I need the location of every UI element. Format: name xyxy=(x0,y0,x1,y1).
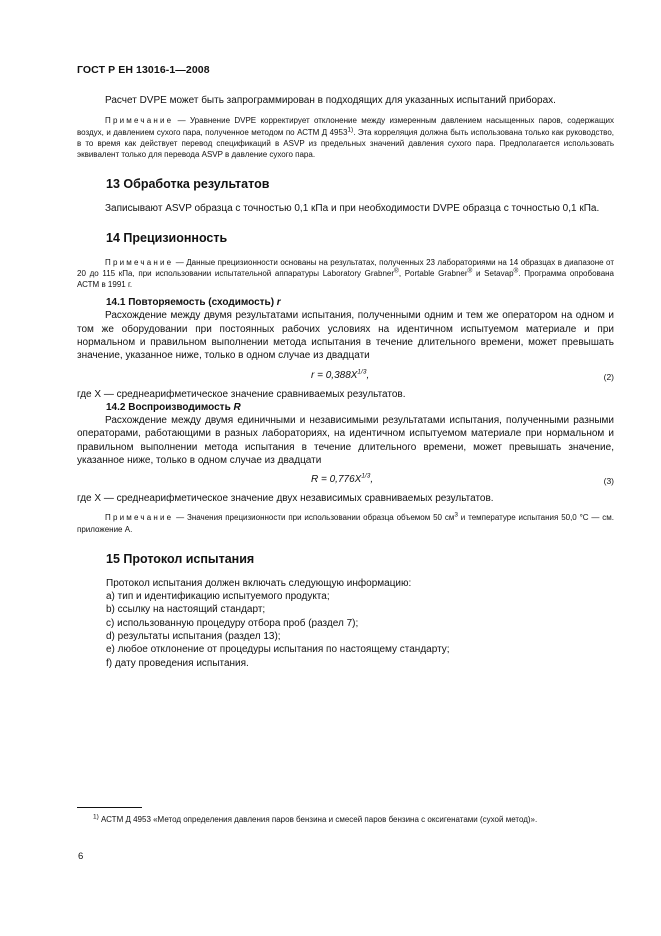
subsection-14-2-heading xyxy=(77,401,614,414)
page-content xyxy=(77,94,614,670)
formula-body: r = 0,388X xyxy=(311,369,358,381)
note-text: — Данные прецизионности основаны на результатах, полученных 23 лабораториями на 14 образцах в диапазоне от 20 до 115 кПа, при использовании испытательной аппаратуры Laboratory Grabner xyxy=(77,257,614,278)
subsection-14-1-heading xyxy=(77,296,614,309)
footnote-text: АСТМ Д 4953 «Метод определения давления паров бензина и смесей паров бензина с оксигенатами (сухой метод)». xyxy=(98,815,538,824)
formula-exponent: 1/3 xyxy=(357,368,367,376)
footnote-ref: 1) xyxy=(347,125,354,133)
equation-3 xyxy=(77,473,614,486)
intro-note xyxy=(77,115,614,160)
section-14-heading: 14 Прецизионность xyxy=(106,230,228,245)
footnote-ref: 1) xyxy=(93,813,99,821)
note-text: , Portable Grabner xyxy=(398,268,468,278)
section-13-heading: 13 Обработка результатов xyxy=(106,177,270,192)
registered-mark: ® xyxy=(394,267,399,275)
registered-mark: ® xyxy=(467,267,473,275)
note-label: Примечание xyxy=(105,116,174,126)
list-item: f) дату проведения испытания. xyxy=(106,657,249,669)
formula-suffix: , xyxy=(370,474,374,486)
where-x-definition: где X — среднеарифметическое значение сравниваемых результатов. xyxy=(77,388,406,400)
intro-paragraph: Расчет DVPE может быть запрограммирован в подходящих для указанных испытаний приборах. xyxy=(105,95,556,106)
note-text: и Setavap xyxy=(472,268,514,278)
symbol-R: R xyxy=(233,401,241,413)
standard-code: ГОСТ Р ЕН 13016-1—2008 xyxy=(77,64,210,76)
note-text: . Эта корреляция должна быть использована только как руководство, в то время как действует перевод спецификаций в ASVP из предельных значений давления сухого пара. Предполагается использовать эквивалент только для перевода ASVP в давление сухого пара. xyxy=(77,127,614,160)
formula-body: R = 0,776X xyxy=(311,474,362,486)
repeatability-text: Расхождение между двумя результатами испытания, полученными одним и тем же оператором на одном и том же оборудовании при постоянных рабочих условиях на идентичном испытуемом материале и при нормальном и правильном выполнении метода испытания в течение длительного времени, может превышать значение, указанное ниже, только в одном случае из двадцати xyxy=(77,310,614,362)
section-15-heading: 15 Протокол испытания xyxy=(106,551,255,566)
note-text: . Программа опробована АСТМ в 1991 г. xyxy=(77,268,615,290)
precision-note xyxy=(77,257,614,291)
subsection-title: 14.1 Повторяемость (сходимость) xyxy=(106,297,277,309)
note-label: Примечание xyxy=(105,257,174,267)
subsection-title: 14.2 Воспроизводимость xyxy=(106,401,234,413)
equation-formula xyxy=(311,473,373,486)
page-number: 6 xyxy=(78,851,84,862)
precision-note-2 xyxy=(77,512,614,534)
cubic-exponent: 3 xyxy=(454,511,458,519)
equation-formula xyxy=(311,369,369,382)
equation-2 xyxy=(77,369,614,382)
note-text: — Уравнение DVPE корректирует отклонение между измеренным давлением насыщенных паров, содержащих воздух, и давлением сухого пара, полученное методом по АСТМ Д 4953 xyxy=(77,116,614,137)
list-item: e) любое отклонение от процедуры испытания по настоящему стандарту; xyxy=(106,644,450,656)
note-text: — Значения прецизионности при использовании образца объемом 50 см xyxy=(173,513,455,523)
note-label: Примечание xyxy=(105,513,174,523)
report-intro: Протокол испытания должен включать следующую информацию: xyxy=(106,577,412,589)
equation-number: (2) xyxy=(603,371,614,382)
symbol-r: r xyxy=(276,297,281,309)
reproducibility-text: Расхождение между двумя единичными и независимыми результатами испытания, полученными разными операторами, работающими в разных лабораториях, на идентичном испытуемом материале при нормальном и правильном выполнении метода испытания в течение длительного времени, может превышать значение, указанное ниже, только в одном случае из двадцати xyxy=(77,414,614,467)
list-item: b) ссылку на настоящий стандарт; xyxy=(106,604,266,616)
formula-suffix: , xyxy=(366,369,370,381)
list-item: c) использованную процедуру отбора проб (раздел 7); xyxy=(106,617,359,629)
section-13-paragraph: Записывают ASVP образца с точностью 0,1 кПа и при необходимости DVPE образца с точностью 0,1 кПа. xyxy=(105,203,600,215)
footnote-divider xyxy=(77,807,142,808)
note-text: и температуре испытания 50,0 °С — см. приложение А. xyxy=(77,513,614,534)
list-item: a) тип и идентификацию испытуемого продукта; xyxy=(106,591,330,603)
footnote xyxy=(77,814,614,826)
where-x-definition: где X — среднеарифметическое значение двух независимых сравниваемых результатов. xyxy=(77,493,494,505)
registered-mark: ® xyxy=(513,267,519,275)
equation-number: (3) xyxy=(603,476,614,487)
formula-exponent: 1/3 xyxy=(361,473,371,481)
list-item: d) результаты испытания (раздел 13); xyxy=(106,631,281,643)
